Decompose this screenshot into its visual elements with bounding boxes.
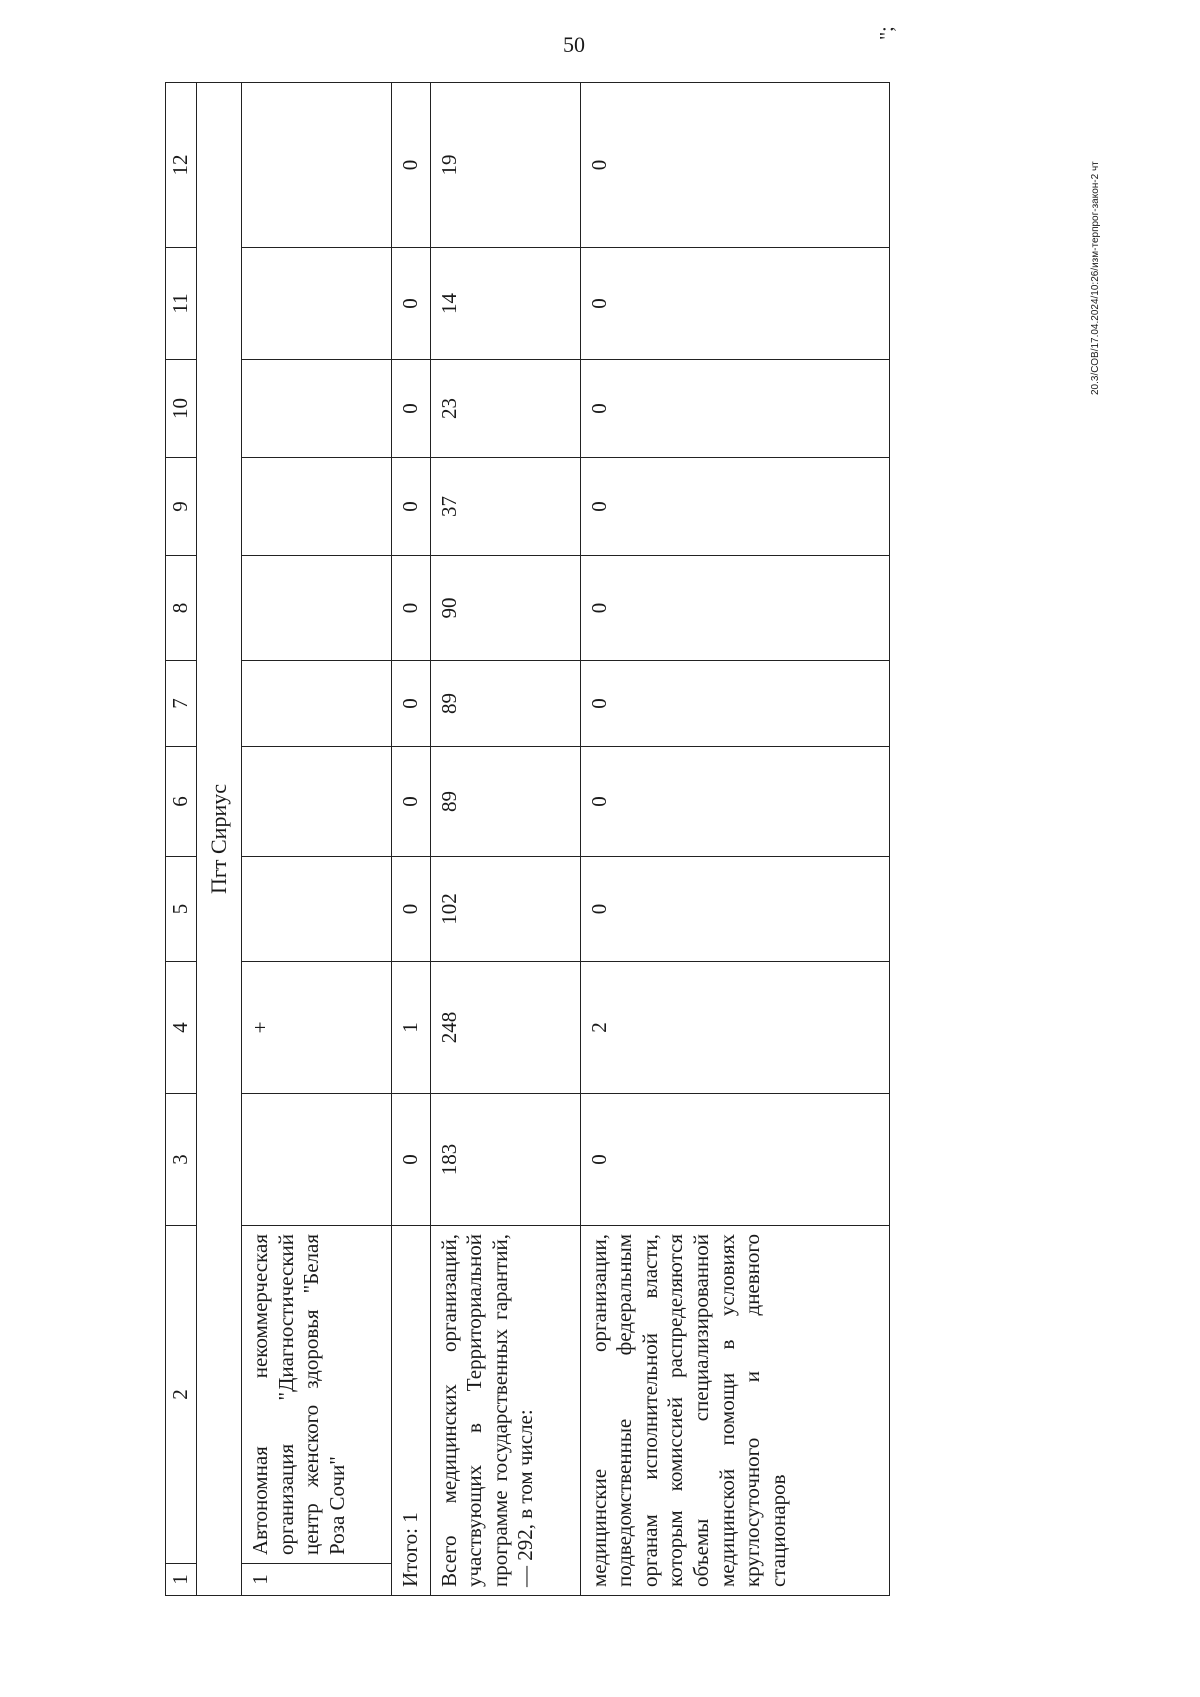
table-cell xyxy=(242,747,392,857)
rotated-table-block xyxy=(165,83,890,1596)
column-number: 6 xyxy=(166,747,197,857)
table-cell: 89 xyxy=(430,747,580,857)
table-cell: 0 xyxy=(580,248,889,360)
table-cell xyxy=(242,458,392,556)
table-cell: 0 xyxy=(392,661,431,747)
table-cell: 2 xyxy=(580,962,889,1094)
table-cell: 248 xyxy=(430,962,580,1094)
table-cell: 0 xyxy=(580,458,889,556)
table-cell: 0 xyxy=(580,83,889,248)
table-cell: 0 xyxy=(392,556,431,661)
table-cell: 102 xyxy=(430,857,580,962)
column-number: 11 xyxy=(166,248,197,360)
organization-name: Автономная некоммерческая организация "Диагностический центр женского здоровья "Белая Роза Сочи" xyxy=(242,1226,392,1564)
row-index: 1 xyxy=(242,1564,392,1596)
organization-row xyxy=(242,83,392,1596)
column-number: 7 xyxy=(166,661,197,747)
all-organizations-label: Всего медицинских организаций, участвующих в Территориальной программе государственных гарантий, — 292, в том числе: xyxy=(430,1226,580,1596)
table-cell: 0 xyxy=(580,1094,889,1226)
table-cell: 37 xyxy=(430,458,580,556)
column-number: 2 xyxy=(166,1226,197,1564)
table-cell: 0 xyxy=(392,747,431,857)
table-cell: 0 xyxy=(580,360,889,458)
table-cell xyxy=(242,360,392,458)
table-cell: 14 xyxy=(430,248,580,360)
medical-organizations-table xyxy=(165,82,890,1596)
column-number: 9 xyxy=(166,458,197,556)
table-cell: 0 xyxy=(392,458,431,556)
column-number: 3 xyxy=(166,1094,197,1226)
table-cell xyxy=(242,857,392,962)
table-cell: 0 xyxy=(580,661,889,747)
column-number: 1 xyxy=(166,1564,197,1596)
column-number: 10 xyxy=(166,360,197,458)
document-code: 20.3/СОВ/17.04.2024/10:26/изм-терпрог-закон-2 чт xyxy=(1090,161,1101,395)
table-cell: 0 xyxy=(392,857,431,962)
table-cell: 90 xyxy=(430,556,580,661)
section-title: Пгт Сириус xyxy=(197,83,242,1596)
total-label: Итого: 1 xyxy=(392,1226,431,1596)
federal-organizations-label: медицинские организации, подведомственные федеральным органам исполнительной власти, которым комиссией распределяются объемы специализированной медицинской помощи в условиях круглосуточного и дневного стационаров xyxy=(580,1226,889,1596)
table-cell: 0 xyxy=(392,360,431,458)
column-number: 5 xyxy=(166,857,197,962)
table-cell: 0 xyxy=(392,83,431,248)
table-cell xyxy=(242,248,392,360)
table-cell: 0 xyxy=(580,747,889,857)
table-cell: 89 xyxy=(430,661,580,747)
federal-organizations-row xyxy=(580,83,889,1596)
column-number: 4 xyxy=(166,962,197,1094)
section-row xyxy=(197,83,242,1596)
table-cell: 183 xyxy=(430,1094,580,1226)
table-cell: + xyxy=(242,962,392,1094)
total-row xyxy=(392,83,431,1596)
table-cell: 1 xyxy=(392,962,431,1094)
column-number: 12 xyxy=(166,83,197,248)
table-cell: 0 xyxy=(580,857,889,962)
table-cell xyxy=(242,556,392,661)
table-cell: 0 xyxy=(392,248,431,360)
table-cell: 19 xyxy=(430,83,580,248)
page-number: 50 xyxy=(563,32,585,57)
table-cell xyxy=(242,83,392,248)
table-cell: 23 xyxy=(430,360,580,458)
column-number-row xyxy=(166,83,197,1596)
all-organizations-row xyxy=(430,83,580,1596)
table-cell: 0 xyxy=(392,1094,431,1226)
table-cell: 0 xyxy=(580,556,889,661)
table-cell xyxy=(242,661,392,747)
table-cell xyxy=(242,1094,392,1226)
closing-quote-mark: "; xyxy=(876,26,898,40)
column-number: 8 xyxy=(166,556,197,661)
